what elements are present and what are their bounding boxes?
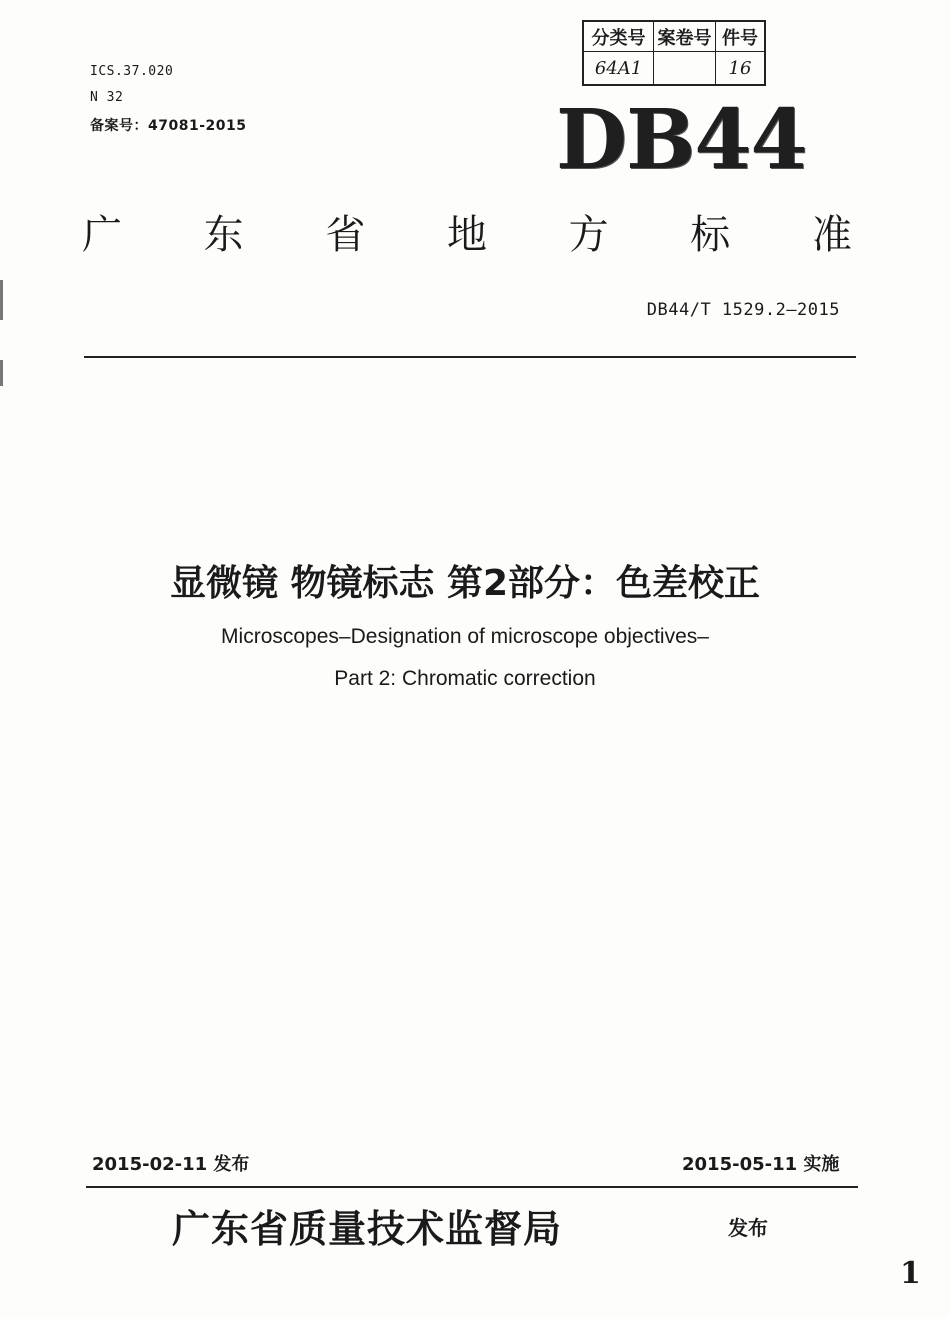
issuer-name: 广东省质量技术监督局 <box>172 1206 563 1251</box>
standard-type-char: 标 <box>690 212 731 258</box>
standard-type-title <box>82 205 852 265</box>
document-title-cn: 显微镜 物镜标志 第2部分：色差校正 <box>169 563 761 604</box>
document-title-en-line1: Microscopes–Designation of microscope objectives– <box>221 625 709 648</box>
stamp-item-label: 件号 <box>716 22 764 52</box>
stamp-item-value: 16 <box>728 57 752 79</box>
standard-type-char: 省 <box>325 212 366 258</box>
standard-code: DB44/T 1529.2—2015 <box>646 300 840 320</box>
standard-type-char: 方 <box>568 212 609 258</box>
scan-artifact <box>0 280 3 320</box>
db44-logo: DB44 <box>556 92 807 188</box>
standard-type-char: 准 <box>811 212 852 258</box>
stamp-file-label: 案卷号 <box>654 22 716 52</box>
ccs-code: N 32 <box>90 90 124 105</box>
standard-type-char: 东 <box>203 212 244 258</box>
record-number: 备案号：47081-2015 <box>90 118 247 134</box>
archive-stamp <box>582 20 766 86</box>
ics-code: ICS.37.020 <box>90 64 174 79</box>
document-title-en-line2: Part 2: Chromatic correction <box>334 667 596 690</box>
standard-type-char: 广 <box>82 212 122 258</box>
page-number: 1 <box>900 1256 921 1291</box>
publish-date: 2015-02-11 发布 <box>92 1154 250 1175</box>
stamp-classification-value: 64A1 <box>584 52 654 84</box>
scan-artifact <box>0 360 3 386</box>
stamp-classification-label: 分类号 <box>584 22 654 52</box>
stamp-file-value <box>654 52 716 84</box>
footer-divider <box>86 1186 858 1188</box>
standard-type-char: 地 <box>446 212 487 258</box>
issuer-suffix: 发布 <box>728 1216 768 1240</box>
header-divider <box>84 356 856 358</box>
implement-date: 2015-05-11 实施 <box>682 1154 840 1175</box>
